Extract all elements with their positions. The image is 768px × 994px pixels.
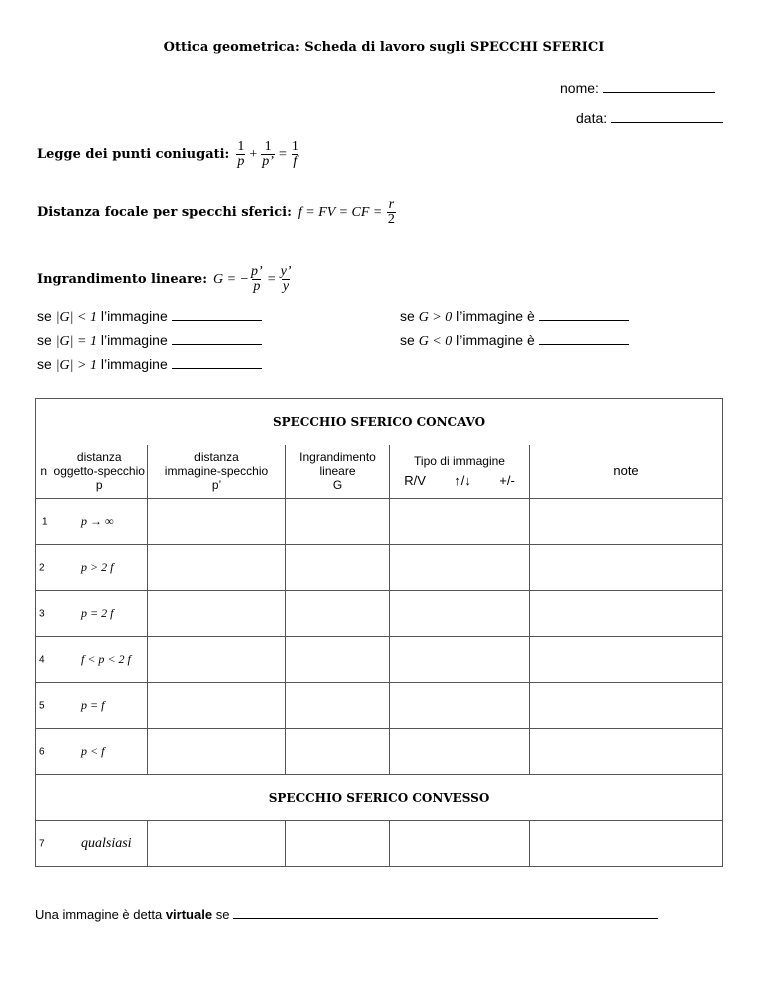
data-blank[interactable] <box>611 108 723 123</box>
header-note: note <box>530 445 723 499</box>
row-number: 7 <box>39 838 45 849</box>
law-ingrandimento-label: Ingrandimento lineare: <box>37 272 207 287</box>
footer-blank[interactable] <box>233 904 658 919</box>
cell-tipo[interactable] <box>390 499 530 545</box>
cell-p-prime[interactable] <box>148 591 286 637</box>
law-ingrandimento <box>37 265 293 294</box>
cell-tipo[interactable] <box>390 683 530 729</box>
row-condition: p = f <box>81 698 105 712</box>
cell-g[interactable] <box>286 591 390 637</box>
nome-blank[interactable] <box>603 78 715 93</box>
cell-note[interactable] <box>530 729 723 775</box>
table-row <box>36 591 723 637</box>
row-condition: p > 2 f <box>81 560 114 574</box>
cond-left-3-blank[interactable] <box>172 354 262 369</box>
law-focale-formula: f = FV = CF = $\frac{r}{2}$ <box>297 197 395 227</box>
row-number: 5 <box>39 700 45 711</box>
concave-title: SPECCHIO SFERICO CONCAVO <box>36 399 723 445</box>
cell-note[interactable] <box>530 683 723 729</box>
cell-note[interactable] <box>530 821 723 867</box>
row-condition: qualsiasi <box>81 835 132 851</box>
law-focale-label: Distanza focale per specchi sferici: <box>37 205 292 220</box>
table-row <box>36 545 723 591</box>
cell-note[interactable] <box>530 591 723 637</box>
row-condition: p = 2 f <box>81 606 114 620</box>
row-condition: p → ∞ <box>81 514 114 528</box>
law-coniugati-formula: $\frac{1}{p}$ + $\frac{1}{p’}$ = $\frac{1}{f}$ <box>237 139 299 169</box>
law-focale <box>37 198 397 227</box>
nome-field[interactable] <box>560 78 715 96</box>
cell-tipo[interactable] <box>390 591 530 637</box>
cond-right-1-blank[interactable] <box>539 306 629 321</box>
cell-p-prime[interactable] <box>148 821 286 867</box>
footer-suffix: se <box>215 907 230 922</box>
table-row <box>36 821 723 867</box>
cell-tipo[interactable] <box>390 545 530 591</box>
row-condition: p < f <box>81 744 105 758</box>
table-header-row <box>36 445 723 499</box>
footer-virtual <box>35 904 658 922</box>
cond-right-2-blank[interactable] <box>539 330 629 345</box>
cell-g[interactable] <box>286 729 390 775</box>
table-row <box>36 683 723 729</box>
cell-note[interactable] <box>530 545 723 591</box>
cell-p-prime[interactable] <box>148 683 286 729</box>
law-ingrandimento-formula: G = − $\frac{p’}{p}$ = $\frac{y’}{y}$ <box>213 264 292 294</box>
cell-note[interactable] <box>530 499 723 545</box>
cell-tipo[interactable] <box>390 821 530 867</box>
cond-left-2-blank[interactable] <box>172 330 262 345</box>
data-label: data: <box>576 110 608 126</box>
cell-p-prime[interactable] <box>148 499 286 545</box>
cell-g[interactable] <box>286 637 390 683</box>
cell-g[interactable] <box>286 683 390 729</box>
sub-rv: R/V <box>404 473 426 489</box>
mirror-table <box>35 398 723 867</box>
footer-prefix: Una immagine è detta <box>35 907 163 922</box>
sub-arrows: ↑/↓ <box>454 473 471 489</box>
cond-right-1: se G > 0 l’immagine è <box>400 306 629 326</box>
row-number: 2 <box>39 562 45 573</box>
table-row <box>36 729 723 775</box>
header-distanza-oggetto: distanza oggetto-specchio p <box>52 445 148 499</box>
cell-tipo[interactable] <box>390 729 530 775</box>
nome-label: nome: <box>560 80 599 96</box>
header-tipo-immagine: Tipo di immagine R/V ↑/↓ +/- <box>390 445 530 499</box>
cond-left-1-blank[interactable] <box>172 306 262 321</box>
cell-g[interactable] <box>286 821 390 867</box>
cond-right-2: se G < 0 l’immagine è <box>400 330 629 350</box>
cond-left-1: se |G| < 1 l’immagine <box>37 306 262 326</box>
cond-left-2: se |G| = 1 l’immagine <box>37 330 262 350</box>
cell-p-prime[interactable] <box>148 545 286 591</box>
cell-tipo[interactable] <box>390 637 530 683</box>
convex-title: SPECCHIO SFERICO CONVESSO <box>36 775 723 821</box>
cond-left-3: se |G| > 1 l’immagine <box>37 354 262 374</box>
row-condition: f < p < 2 f <box>81 652 131 666</box>
header-n: n <box>36 445 52 499</box>
row-number: 4 <box>39 654 45 665</box>
row-number: 1 <box>42 516 48 527</box>
page-title: Ottica geometrica: Scheda di lavoro sugli SPECCHI SFERICI <box>163 40 605 55</box>
sub-sign: +/- <box>499 473 515 489</box>
data-field[interactable] <box>576 108 723 126</box>
cell-g[interactable] <box>286 499 390 545</box>
row-number: 6 <box>39 746 45 757</box>
cell-p-prime[interactable] <box>148 729 286 775</box>
law-coniugati <box>37 140 301 169</box>
header-ingrandimento: Ingrandimento lineare G <box>286 445 390 499</box>
law-coniugati-label: Legge dei punti coniugati: <box>37 147 230 162</box>
cell-g[interactable] <box>286 545 390 591</box>
header-distanza-immagine: distanza immagine-specchio p’ <box>148 445 286 499</box>
row-number: 3 <box>39 608 45 619</box>
footer-bold: virtuale <box>165 907 213 922</box>
table-row <box>36 637 723 683</box>
cell-p-prime[interactable] <box>148 637 286 683</box>
table-row <box>36 499 723 545</box>
cell-note[interactable] <box>530 637 723 683</box>
